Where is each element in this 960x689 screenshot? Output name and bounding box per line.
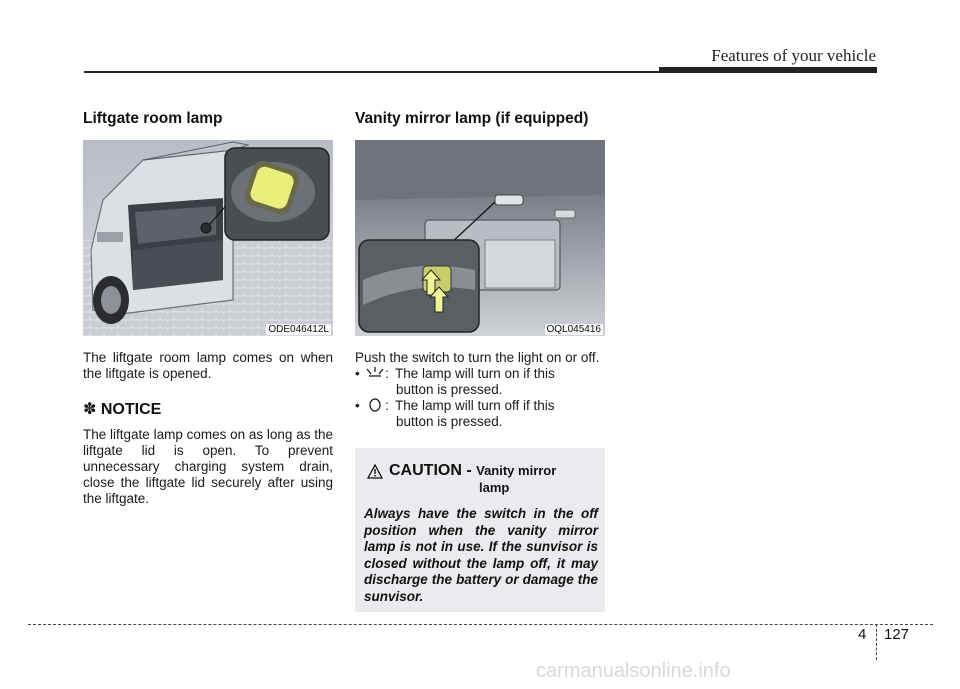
caution-subject: Vanity mirror <box>476 463 557 478</box>
notice-text: The liftgate lamp comes on as long as the liftgate lid is open. To prevent unnecessary charging system drain, close the liftgate lid securely after using the liftgate. <box>83 427 333 506</box>
chapter-number: 4 <box>858 626 867 643</box>
vanity-intro: Push the switch to turn the light on or off. <box>355 350 600 365</box>
caution-text: Always have the switch in the off position when the vanity mirror lamp is not in use. If the sunvisor is closed without the lamp off, it may discharge the battery or damage the sunvisor. <box>364 506 598 604</box>
footer-rule <box>28 624 933 625</box>
figure-code: ODE046412L <box>268 324 329 335</box>
bullet-text: The lamp will turn on if this <box>395 366 555 381</box>
liftgate-section <box>83 110 333 507</box>
sunvisor-drawing <box>355 140 605 336</box>
header-rule-bold <box>659 67 877 73</box>
header-rule <box>84 71 659 73</box>
vanity-mirror-illustration <box>355 140 605 336</box>
lamp-on-icon <box>365 366 385 380</box>
lamp-off-icon <box>365 398 385 412</box>
caution-box <box>355 448 605 612</box>
watermark: carmanualsonline.info <box>536 660 731 682</box>
section-title: Liftgate room lamp <box>83 110 223 127</box>
section-title: Vanity mirror lamp (if equipped) <box>355 110 589 127</box>
notice-title: ✽ NOTICE <box>83 401 162 418</box>
bullet-lamp-on: • : The lamp will turn on if this button is pressed. <box>355 366 605 398</box>
bullet-text-cont: button is pressed. <box>396 382 503 397</box>
bullet-text: The lamp will turn off if this <box>395 398 555 413</box>
liftgate-lamp-illustration <box>83 140 333 336</box>
bullet-lamp-off: • : The lamp will turn off if this button is pressed. <box>355 398 605 430</box>
caution-label: CAUTION - <box>389 462 472 479</box>
page-number: 127 <box>884 626 910 643</box>
bullet-text-cont: button is pressed. <box>396 414 503 429</box>
running-header: Features of your vehicle <box>711 46 876 65</box>
liftgate-car-drawing <box>83 140 333 336</box>
page-divider <box>876 624 877 660</box>
liftgate-description: The liftgate room lamp comes on when the liftgate is opened. <box>83 350 333 381</box>
figure-code: OQL045416 <box>546 324 601 335</box>
warning-triangle-icon <box>367 464 383 479</box>
vanity-mirror-section <box>355 110 605 430</box>
caution-subject-cont: lamp <box>479 480 510 495</box>
